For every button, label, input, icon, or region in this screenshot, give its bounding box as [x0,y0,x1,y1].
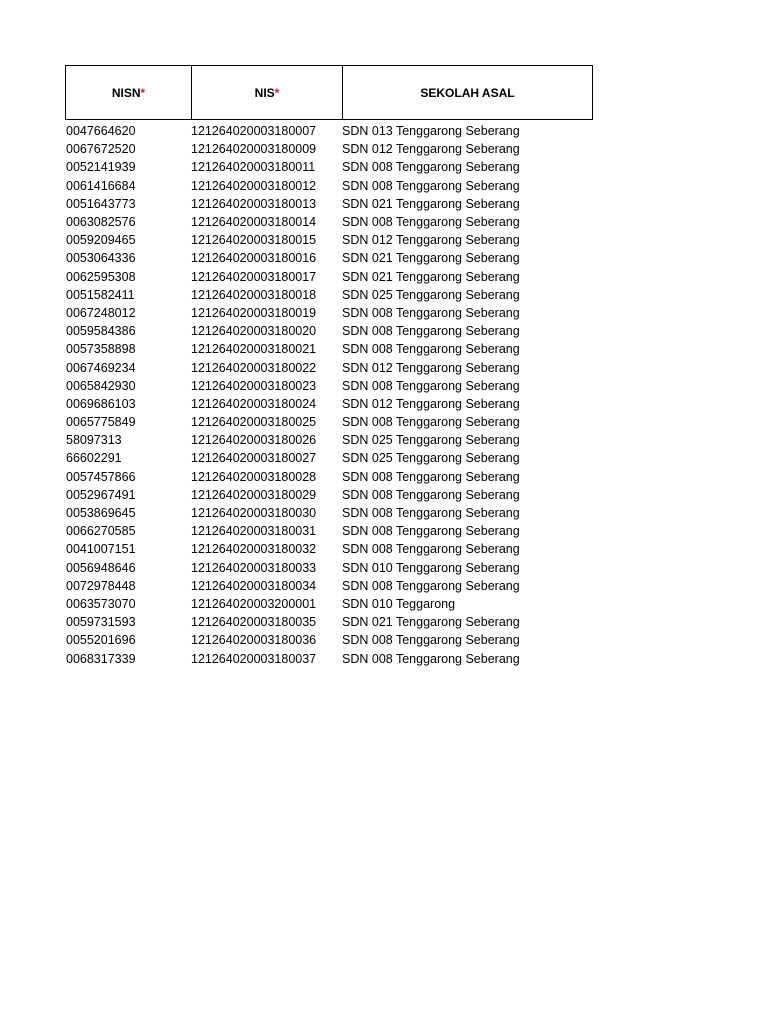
nis-cell: 121264020003180036 [191,633,317,648]
nis-cell: 121264020003180020 [191,324,317,339]
sekolah-asal-cell: SDN 008 Tenggarong Seberang [342,215,520,230]
table-row [65,486,593,504]
nisn-cell: 0052141939 [66,160,136,175]
table-row [65,158,593,176]
nis-cell: 121264020003180011 [191,160,316,175]
nisn-cell: 0065842930 [66,378,136,393]
nisn-cell: 0066270585 [66,524,136,539]
table-row [65,268,593,286]
table-row [65,304,593,322]
nis-cell: 121264020003180021 [191,342,317,357]
header-nisn-label: NISN [111,85,141,100]
nisn-cell: 0057457866 [66,469,136,484]
table-row [65,649,593,667]
nisn-cell: 0069686103 [66,396,136,411]
nisn-cell: 0055201696 [66,633,136,648]
sekolah-asal-cell: SDN 008 Tenggarong Seberang [342,487,520,502]
nisn-cell: 0063573070 [66,596,136,611]
nis-cell: 121264020003180031 [191,524,317,539]
sekolah-asal-cell: SDN 008 Tenggarong Seberang [342,542,520,557]
table-row [65,213,593,231]
nisn-cell: 0068317339 [66,651,136,666]
nis-cell: 121264020003180007 [191,124,317,139]
nisn-cell: 0067469234 [66,360,136,375]
sekolah-asal-cell: SDN 025 Tenggarong Seberang [342,433,520,448]
nis-cell: 121264020003180037 [191,651,317,666]
nisn-cell: 0062595308 [66,269,136,284]
nis-cell: 121264020003180035 [191,615,317,630]
nisn-cell: 0052967491 [66,487,136,502]
nisn-cell: 0067248012 [66,305,136,320]
nisn-cell: 0059731593 [66,615,136,630]
table-row [65,377,593,395]
table-row [65,249,593,267]
nisn-cell: 0041007151 [66,542,136,557]
nis-cell: 121264020003180026 [191,433,317,448]
nisn-cell: 0061416684 [66,178,136,193]
nis-cell: 121264020003180013 [191,196,317,211]
sekolah-asal-cell: SDN 008 Tenggarong Seberang [342,469,520,484]
table-row [65,195,593,213]
table-row [65,504,593,522]
header-nis-label: NIS [254,85,275,100]
nis-cell: 121264020003180009 [191,142,317,157]
nis-cell: 121264020003180027 [191,451,317,466]
nis-cell: 121264020003180015 [191,233,317,248]
nis-cell: 121264020003200001 [191,596,317,611]
nis-cell: 121264020003180016 [191,251,317,266]
sekolah-asal-cell: SDN 021 Tenggarong Seberang [342,615,520,630]
nisn-cell: 0047664620 [66,124,136,139]
nisn-cell: 0056948646 [66,560,136,575]
sekolah-asal-cell: SDN 008 Tenggarong Seberang [342,378,520,393]
table-row [65,522,593,540]
sekolah-asal-cell: SDN 008 Tenggarong Seberang [342,305,520,320]
nisn-cell: 0057358898 [66,342,136,357]
sekolah-asal-cell: SDN 008 Tenggarong Seberang [342,633,520,648]
header-sekolah-asal [342,66,592,119]
header-sekolah-asal-label: SEKOLAH ASAL [420,85,515,100]
nis-cell: 121264020003180019 [191,305,317,320]
sekolah-asal-cell: SDN 008 Tenggarong Seberang [342,342,520,357]
table-row [65,286,593,304]
table-row [65,631,593,649]
nis-cell: 121264020003180018 [191,287,317,302]
sekolah-asal-cell: SDN 021 Tenggarong Seberang [342,196,520,211]
sekolah-asal-cell: SDN 008 Tenggarong Seberang [342,415,520,430]
sekolah-asal-cell: SDN 008 Tenggarong Seberang [342,651,520,666]
nisn-cell: 0065775849 [66,415,136,430]
sekolah-asal-cell: SDN 012 Tenggarong Seberang [342,233,520,248]
sekolah-asal-cell: SDN 013 Tenggarong Seberang [342,124,520,139]
nis-cell: 121264020003180025 [191,415,317,430]
sekolah-asal-cell: SDN 025 Tenggarong Seberang [342,451,520,466]
table-row [65,540,593,558]
table-row [65,577,593,595]
nis-cell: 121264020003180032 [191,542,317,557]
nisn-cell: 0059584386 [66,324,136,339]
nisn-cell: 0063082576 [66,215,136,230]
nis-cell: 121264020003180030 [191,506,317,521]
nis-cell: 121264020003180017 [191,269,317,284]
sekolah-asal-cell: SDN 008 Tenggarong Seberang [342,506,520,521]
table-row [65,231,593,249]
table-header [65,65,593,120]
table-row [65,613,593,631]
nisn-cell: 58097313 [66,433,122,448]
nis-cell: 121264020003180014 [191,215,317,230]
spreadsheet-page [65,65,593,668]
nisn-cell: 0051643773 [66,196,136,211]
table-row [65,177,593,195]
table-row [65,559,593,577]
sekolah-asal-cell: SDN 010 Teggarong [342,596,456,611]
nisn-cell: 0053869645 [66,506,136,521]
nis-cell: 121264020003180034 [191,578,317,593]
nis-cell: 121264020003180024 [191,396,317,411]
sekolah-asal-cell: SDN 008 Tenggarong Seberang [342,324,520,339]
sekolah-asal-cell: SDN 008 Tenggarong Seberang [342,178,520,193]
nisn-cell: 0051582411 [66,287,135,302]
table-row [65,449,593,467]
nis-cell: 121264020003180028 [191,469,317,484]
nisn-cell: 0059209465 [66,233,136,248]
table-row [65,122,593,140]
nis-cell: 121264020003180012 [191,178,317,193]
header-nisn [66,66,191,119]
nisn-cell: 0053064336 [66,251,136,266]
sekolah-asal-cell: SDN 010 Tenggarong Seberang [342,560,520,575]
table-row [65,431,593,449]
nis-cell: 121264020003180033 [191,560,317,575]
table-row [65,140,593,158]
sekolah-asal-cell: SDN 008 Tenggarong Seberang [342,524,520,539]
table-row [65,595,593,613]
nisn-cell: 0072978448 [66,578,136,593]
sekolah-asal-cell: SDN 008 Tenggarong Seberang [342,160,520,175]
table-row [65,468,593,486]
nis-cell: 121264020003180023 [191,378,317,393]
table-body [65,122,593,668]
sekolah-asal-cell: SDN 021 Tenggarong Seberang [342,269,520,284]
table-row [65,413,593,431]
table-row [65,358,593,376]
nisn-cell: 0067672520 [66,142,136,157]
nisn-cell: 66602291 [66,451,122,466]
table-row [65,322,593,340]
sekolah-asal-cell: SDN 025 Tenggarong Seberang [342,287,520,302]
sekolah-asal-cell: SDN 012 Tenggarong Seberang [342,396,520,411]
sekolah-asal-cell: SDN 021 Tenggarong Seberang [342,251,520,266]
sekolah-asal-cell: SDN 008 Tenggarong Seberang [342,578,520,593]
required-mark: * [274,85,280,100]
sekolah-asal-cell: SDN 012 Tenggarong Seberang [342,142,520,157]
required-mark: * [140,85,146,100]
nis-cell: 121264020003180022 [191,360,317,375]
table-row [65,340,593,358]
sekolah-asal-cell: SDN 012 Tenggarong Seberang [342,360,520,375]
nis-cell: 121264020003180029 [191,487,317,502]
header-nis [191,66,342,119]
table-row [65,395,593,413]
